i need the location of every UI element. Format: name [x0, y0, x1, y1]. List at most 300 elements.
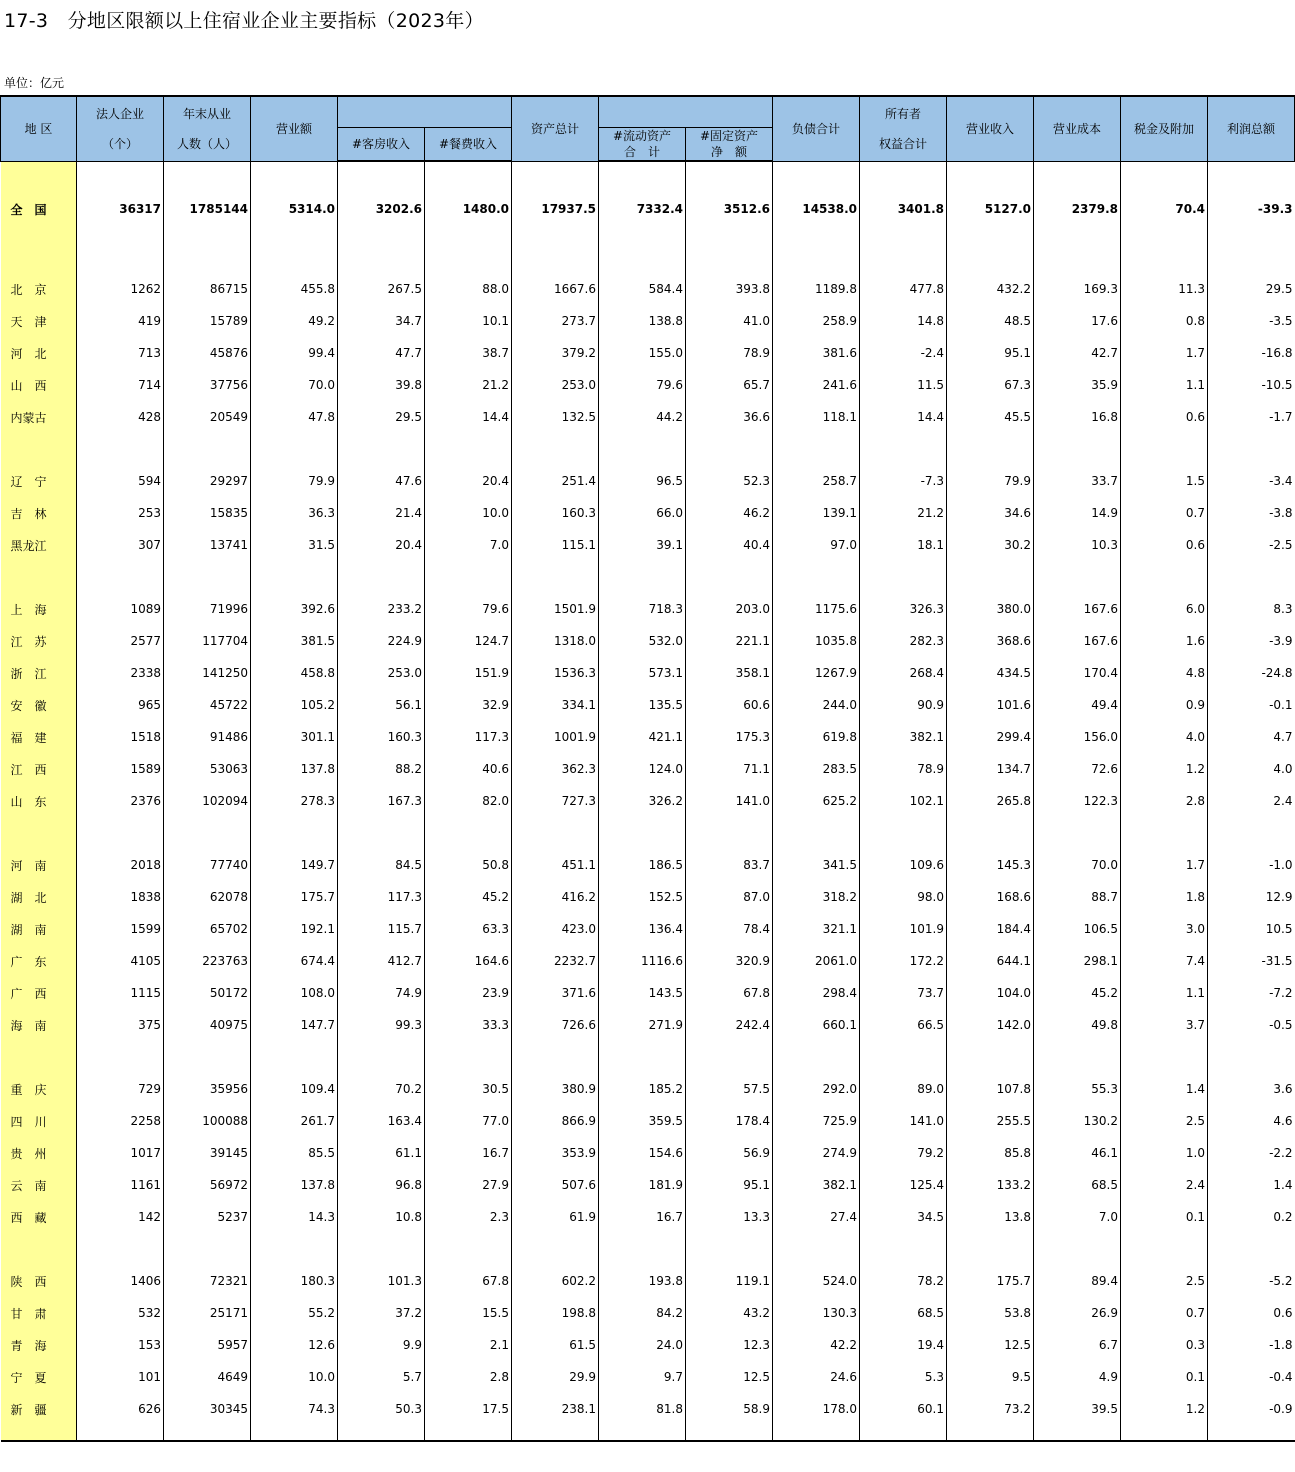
spacer-cell — [164, 1233, 251, 1265]
value-cell: 101 — [77, 1361, 164, 1393]
value-cell: 46.2 — [686, 497, 773, 529]
value-cell: -3.8 — [1208, 497, 1295, 529]
value-cell: 18.1 — [860, 529, 947, 561]
value-cell: 419 — [77, 305, 164, 337]
value-cell: 644.1 — [947, 945, 1034, 977]
spacer-cell — [860, 433, 947, 465]
value-cell: 282.3 — [860, 625, 947, 657]
value-cell: 15.5 — [425, 1297, 512, 1329]
header-legal-entities: 法人企业 （个） — [77, 96, 164, 161]
region-cell: 浙 江 — [1, 657, 77, 689]
spacer-cell — [425, 1425, 512, 1441]
value-cell: 353.9 — [512, 1137, 599, 1169]
value-cell: 729 — [77, 1073, 164, 1105]
spacer-cell — [425, 433, 512, 465]
value-cell: 532 — [77, 1297, 164, 1329]
value-cell: 0.7 — [1121, 497, 1208, 529]
value-cell: 278.3 — [251, 785, 338, 817]
table-row — [1, 1009, 1295, 1041]
value-cell: 160.3 — [338, 721, 425, 753]
value-cell: 1.8 — [1121, 881, 1208, 913]
value-cell: 74.3 — [251, 1393, 338, 1425]
value-cell: 101.6 — [947, 689, 1034, 721]
value-cell: 1001.9 — [512, 721, 599, 753]
spacer-cell — [773, 1233, 860, 1265]
table-row — [1, 337, 1295, 369]
value-cell: 11.3 — [1121, 273, 1208, 305]
value-cell: 53.8 — [947, 1297, 1034, 1329]
header-operating-income: 营业收入 — [947, 96, 1034, 161]
value-cell: 79.9 — [251, 465, 338, 497]
value-cell: 61.9 — [512, 1201, 599, 1233]
value-cell: 101.3 — [338, 1265, 425, 1297]
value-cell: 70.4 — [1121, 177, 1208, 241]
value-cell: 265.8 — [947, 785, 1034, 817]
value-cell: 44.2 — [599, 401, 686, 433]
value-cell: 155.0 — [599, 337, 686, 369]
table-row — [1, 465, 1295, 497]
value-cell: 334.1 — [512, 689, 599, 721]
value-cell: 118.1 — [773, 401, 860, 433]
value-cell: 48.5 — [947, 305, 1034, 337]
value-cell: 2232.7 — [512, 945, 599, 977]
spacer-cell — [1, 1233, 77, 1265]
value-cell: 368.6 — [947, 625, 1034, 657]
value-cell: 1035.8 — [773, 625, 860, 657]
value-cell: 145.3 — [947, 849, 1034, 881]
value-cell: 298.4 — [773, 977, 860, 1009]
value-cell: 416.2 — [512, 881, 599, 913]
value-cell: 37.2 — [338, 1297, 425, 1329]
value-cell: 359.5 — [599, 1105, 686, 1137]
spacer-cell — [77, 817, 164, 849]
spacer-cell — [860, 241, 947, 273]
value-cell: 38.7 — [425, 337, 512, 369]
value-cell: 142.0 — [947, 1009, 1034, 1041]
value-cell: 85.8 — [947, 1137, 1034, 1169]
value-cell: 26.9 — [1034, 1297, 1121, 1329]
table-row — [1, 721, 1295, 753]
value-cell: 175.7 — [251, 881, 338, 913]
value-cell: 67.8 — [425, 1265, 512, 1297]
value-cell: 115.1 — [512, 529, 599, 561]
value-cell: 66.0 — [599, 497, 686, 529]
value-cell: 267.5 — [338, 273, 425, 305]
header-fixed-assets: #固定资产 净 额 — [686, 128, 773, 162]
value-cell: 9.5 — [947, 1361, 1034, 1393]
region-cell: 河 北 — [1, 337, 77, 369]
region-cell: 广 西 — [1, 977, 77, 1009]
spacer-cell — [164, 1425, 251, 1441]
value-cell: 40975 — [164, 1009, 251, 1041]
value-cell: 14.3 — [251, 1201, 338, 1233]
spacer-cell — [77, 1041, 164, 1073]
value-cell: 34.6 — [947, 497, 1034, 529]
value-cell: 35.9 — [1034, 369, 1121, 401]
value-cell: 77740 — [164, 849, 251, 881]
value-cell: 238.1 — [512, 1393, 599, 1425]
value-cell: 12.5 — [686, 1361, 773, 1393]
value-cell: 139.1 — [773, 497, 860, 529]
spacer-cell — [338, 1041, 425, 1073]
value-cell: -0.9 — [1208, 1393, 1295, 1425]
spacer-cell — [1, 817, 77, 849]
value-cell: 29.9 — [512, 1361, 599, 1393]
spacer-cell — [773, 1425, 860, 1441]
table-row — [1, 305, 1295, 337]
value-cell: 30.5 — [425, 1073, 512, 1105]
value-cell: 52.3 — [686, 465, 773, 497]
value-cell: 33.7 — [1034, 465, 1121, 497]
value-cell: 2061.0 — [773, 945, 860, 977]
table-row — [1, 369, 1295, 401]
value-cell: 178.0 — [773, 1393, 860, 1425]
value-cell: 4.0 — [1208, 753, 1295, 785]
value-cell: 56.1 — [338, 689, 425, 721]
value-cell: 283.5 — [773, 753, 860, 785]
spacer-cell — [164, 161, 251, 177]
value-cell: 21.2 — [425, 369, 512, 401]
value-cell: 1089 — [77, 593, 164, 625]
value-cell: 141.0 — [860, 1105, 947, 1137]
value-cell: 5.7 — [338, 1361, 425, 1393]
value-cell: 258.9 — [773, 305, 860, 337]
value-cell: 298.1 — [1034, 945, 1121, 977]
table-row — [1, 1105, 1295, 1137]
spacer-cell — [338, 433, 425, 465]
value-cell: 9.9 — [338, 1329, 425, 1361]
value-cell: 66.5 — [860, 1009, 947, 1041]
value-cell: 477.8 — [860, 273, 947, 305]
value-cell: 14.8 — [860, 305, 947, 337]
header-operating-cost: 营业成本 — [1034, 96, 1121, 161]
table-row — [1, 273, 1295, 305]
spacer-cell — [77, 561, 164, 593]
value-cell: 1115 — [77, 977, 164, 1009]
value-cell: 35956 — [164, 1073, 251, 1105]
region-cell: 安 徽 — [1, 689, 77, 721]
value-cell: 88.0 — [425, 273, 512, 305]
table-row — [1, 497, 1295, 529]
spacer-cell — [860, 1425, 947, 1441]
value-cell: 12.6 — [251, 1329, 338, 1361]
value-cell: 0.6 — [1121, 529, 1208, 561]
value-cell: 10.1 — [425, 305, 512, 337]
value-cell: 6.0 — [1121, 593, 1208, 625]
spacer-cell — [599, 1233, 686, 1265]
value-cell: 1161 — [77, 1169, 164, 1201]
value-cell: 91486 — [164, 721, 251, 753]
region-cell: 西 藏 — [1, 1201, 77, 1233]
spacer-row — [1, 241, 1295, 273]
value-cell: 42.2 — [773, 1329, 860, 1361]
spacer-cell — [425, 161, 512, 177]
value-cell: 4.0 — [1121, 721, 1208, 753]
value-cell: 184.4 — [947, 913, 1034, 945]
value-cell: 16.7 — [599, 1201, 686, 1233]
value-cell: 381.6 — [773, 337, 860, 369]
value-cell: 36.3 — [251, 497, 338, 529]
table-row — [1, 1201, 1295, 1233]
spacer-cell — [1121, 1233, 1208, 1265]
value-cell: -7.2 — [1208, 977, 1295, 1009]
value-cell: 58.9 — [686, 1393, 773, 1425]
value-cell: 380.0 — [947, 593, 1034, 625]
value-cell: 71996 — [164, 593, 251, 625]
region-cell: 江 西 — [1, 753, 77, 785]
value-cell: 326.2 — [599, 785, 686, 817]
value-cell: 13.3 — [686, 1201, 773, 1233]
value-cell: -31.5 — [1208, 945, 1295, 977]
value-cell: 4.9 — [1034, 1361, 1121, 1393]
value-cell: 393.8 — [686, 273, 773, 305]
value-cell: 39145 — [164, 1137, 251, 1169]
value-cell: 5237 — [164, 1201, 251, 1233]
value-cell: 55.3 — [1034, 1073, 1121, 1105]
spacer-cell — [1208, 817, 1295, 849]
value-cell: 143.5 — [599, 977, 686, 1009]
value-cell: 49.2 — [251, 305, 338, 337]
value-cell: 1267.9 — [773, 657, 860, 689]
value-cell: 119.1 — [686, 1265, 773, 1297]
spacer-cell — [338, 241, 425, 273]
value-cell: 88.2 — [338, 753, 425, 785]
table-row — [1, 1393, 1295, 1425]
value-cell: 573.1 — [599, 657, 686, 689]
spacer-cell — [77, 161, 164, 177]
spacer-cell — [860, 1041, 947, 1073]
value-cell: 117704 — [164, 625, 251, 657]
spacer-cell — [512, 1425, 599, 1441]
value-cell: 85.5 — [251, 1137, 338, 1169]
value-cell: 62078 — [164, 881, 251, 913]
value-cell: 16.8 — [1034, 401, 1121, 433]
value-cell: -3.4 — [1208, 465, 1295, 497]
value-cell: 451.1 — [512, 849, 599, 881]
table-row — [1, 1265, 1295, 1297]
spacer-cell — [773, 241, 860, 273]
value-cell: 727.3 — [512, 785, 599, 817]
spacer-row — [1, 433, 1295, 465]
spacer-cell — [164, 241, 251, 273]
spacer-cell — [947, 1233, 1034, 1265]
spacer-cell — [599, 161, 686, 177]
region-cell: 四 川 — [1, 1105, 77, 1137]
table-row — [1, 849, 1295, 881]
value-cell: 1189.8 — [773, 273, 860, 305]
value-cell: 382.1 — [860, 721, 947, 753]
value-cell: -39.3 — [1208, 177, 1295, 241]
value-cell: 136.4 — [599, 913, 686, 945]
spacer-cell — [773, 161, 860, 177]
spacer-cell — [599, 433, 686, 465]
spacer-cell — [686, 433, 773, 465]
value-cell: 866.9 — [512, 1105, 599, 1137]
value-cell: 2.5 — [1121, 1105, 1208, 1137]
value-cell: 524.0 — [773, 1265, 860, 1297]
value-cell: 55.2 — [251, 1297, 338, 1329]
spacer-cell — [164, 561, 251, 593]
value-cell: 56.9 — [686, 1137, 773, 1169]
value-cell: 1.7 — [1121, 849, 1208, 881]
spacer-cell — [425, 241, 512, 273]
value-cell: 102094 — [164, 785, 251, 817]
value-cell: 108.0 — [251, 977, 338, 1009]
value-cell: 14.4 — [425, 401, 512, 433]
header-turnover-blank — [338, 96, 512, 128]
spacer-cell — [686, 817, 773, 849]
value-cell: 133.2 — [947, 1169, 1034, 1201]
value-cell: 41.0 — [686, 305, 773, 337]
value-cell: 2.3 — [425, 1201, 512, 1233]
value-cell: 84.5 — [338, 849, 425, 881]
spacer-cell — [251, 433, 338, 465]
value-cell: 1.2 — [1121, 1393, 1208, 1425]
value-cell: 65702 — [164, 913, 251, 945]
value-cell: 96.8 — [338, 1169, 425, 1201]
value-cell: 45.2 — [1034, 977, 1121, 1009]
value-cell: 72321 — [164, 1265, 251, 1297]
value-cell: 224.9 — [338, 625, 425, 657]
value-cell: 1667.6 — [512, 273, 599, 305]
value-cell: 253.0 — [512, 369, 599, 401]
value-cell: 15789 — [164, 305, 251, 337]
value-cell: 175.7 — [947, 1265, 1034, 1297]
spacer-cell — [512, 241, 599, 273]
value-cell: 271.9 — [599, 1009, 686, 1041]
value-cell: 137.8 — [251, 1169, 338, 1201]
table-header — [1, 96, 1295, 161]
value-cell: 24.0 — [599, 1329, 686, 1361]
header-total-assets: 资产总计 — [512, 96, 599, 161]
value-cell: 21.4 — [338, 497, 425, 529]
region-cell: 青 海 — [1, 1329, 77, 1361]
table-row — [1, 1137, 1295, 1169]
value-cell: 47.8 — [251, 401, 338, 433]
value-cell: 0.2 — [1208, 1201, 1295, 1233]
region-cell: 湖 北 — [1, 881, 77, 913]
value-cell: 251.4 — [512, 465, 599, 497]
value-cell: 73.2 — [947, 1393, 1034, 1425]
region-cell: 湖 南 — [1, 913, 77, 945]
value-cell: 40.6 — [425, 753, 512, 785]
value-cell: 29297 — [164, 465, 251, 497]
spacer-row — [1, 161, 1295, 177]
value-cell: 3.0 — [1121, 913, 1208, 945]
unit-label: 单位：亿元 — [4, 76, 65, 90]
value-cell: 65.7 — [686, 369, 773, 401]
value-cell: 2.8 — [1121, 785, 1208, 817]
value-cell: 12.3 — [686, 1329, 773, 1361]
region-cell: 辽 宁 — [1, 465, 77, 497]
value-cell: 122.3 — [1034, 785, 1121, 817]
spacer-cell — [686, 1233, 773, 1265]
table-row — [1, 977, 1295, 1009]
value-cell: 674.4 — [251, 945, 338, 977]
spacer-cell — [425, 817, 512, 849]
spacer-cell — [1208, 1233, 1295, 1265]
value-cell: -2.4 — [860, 337, 947, 369]
value-cell: 36317 — [77, 177, 164, 241]
value-cell: 2.5 — [1121, 1265, 1208, 1297]
value-cell: 97.0 — [773, 529, 860, 561]
spacer-cell — [1, 1425, 77, 1441]
spacer-cell — [512, 161, 599, 177]
value-cell: 2.4 — [1208, 785, 1295, 817]
value-cell: 192.1 — [251, 913, 338, 945]
value-cell: 0.1 — [1121, 1361, 1208, 1393]
value-cell: 458.8 — [251, 657, 338, 689]
spacer-cell — [686, 1041, 773, 1073]
value-cell: 0.6 — [1121, 401, 1208, 433]
spacer-cell — [1034, 1425, 1121, 1441]
value-cell: 14538.0 — [773, 177, 860, 241]
value-cell: 2018 — [77, 849, 164, 881]
value-cell: -0.5 — [1208, 1009, 1295, 1041]
spacer-cell — [947, 161, 1034, 177]
value-cell: 102.1 — [860, 785, 947, 817]
value-cell: 321.1 — [773, 913, 860, 945]
value-cell: 1589 — [77, 753, 164, 785]
value-cell: 87.0 — [686, 881, 773, 913]
value-cell: 138.8 — [599, 305, 686, 337]
value-cell: 4105 — [77, 945, 164, 977]
header-room-revenue: #客房收入 — [338, 128, 425, 162]
region-cell: 北 京 — [1, 273, 77, 305]
value-cell: 12.9 — [1208, 881, 1295, 913]
value-cell: 68.5 — [860, 1297, 947, 1329]
value-cell: 434.5 — [947, 657, 1034, 689]
value-cell: 168.6 — [947, 881, 1034, 913]
spacer-cell — [1121, 561, 1208, 593]
value-cell: 718.3 — [599, 593, 686, 625]
value-cell: 130.2 — [1034, 1105, 1121, 1137]
spacer-cell — [599, 561, 686, 593]
value-cell: 39.8 — [338, 369, 425, 401]
spacer-cell — [1, 561, 77, 593]
value-cell: 10.0 — [425, 497, 512, 529]
value-cell: 362.3 — [512, 753, 599, 785]
value-cell: 107.8 — [947, 1073, 1034, 1105]
value-cell: 4.8 — [1121, 657, 1208, 689]
value-cell: 149.7 — [251, 849, 338, 881]
value-cell: 379.2 — [512, 337, 599, 369]
value-cell: 124.7 — [425, 625, 512, 657]
spacer-cell — [947, 1041, 1034, 1073]
value-cell: 43.2 — [686, 1297, 773, 1329]
value-cell: 17.6 — [1034, 305, 1121, 337]
table-row — [1, 401, 1295, 433]
value-cell: 141.0 — [686, 785, 773, 817]
header-current-assets: #流动资产 合 计 — [599, 128, 686, 162]
spacer-cell — [1121, 1425, 1208, 1441]
value-cell: 78.4 — [686, 913, 773, 945]
value-cell: 152.5 — [599, 881, 686, 913]
value-cell: 428 — [77, 401, 164, 433]
table-row — [1, 657, 1295, 689]
value-cell: 39.1 — [599, 529, 686, 561]
value-cell: 21.2 — [860, 497, 947, 529]
value-cell: -0.1 — [1208, 689, 1295, 721]
spacer-cell — [1034, 161, 1121, 177]
value-cell: 96.5 — [599, 465, 686, 497]
value-cell: 9.7 — [599, 1361, 686, 1393]
value-cell: 2577 — [77, 625, 164, 657]
value-cell: 0.6 — [1208, 1297, 1295, 1329]
spacer-cell — [1034, 241, 1121, 273]
value-cell: 584.4 — [599, 273, 686, 305]
value-cell: 17.5 — [425, 1393, 512, 1425]
